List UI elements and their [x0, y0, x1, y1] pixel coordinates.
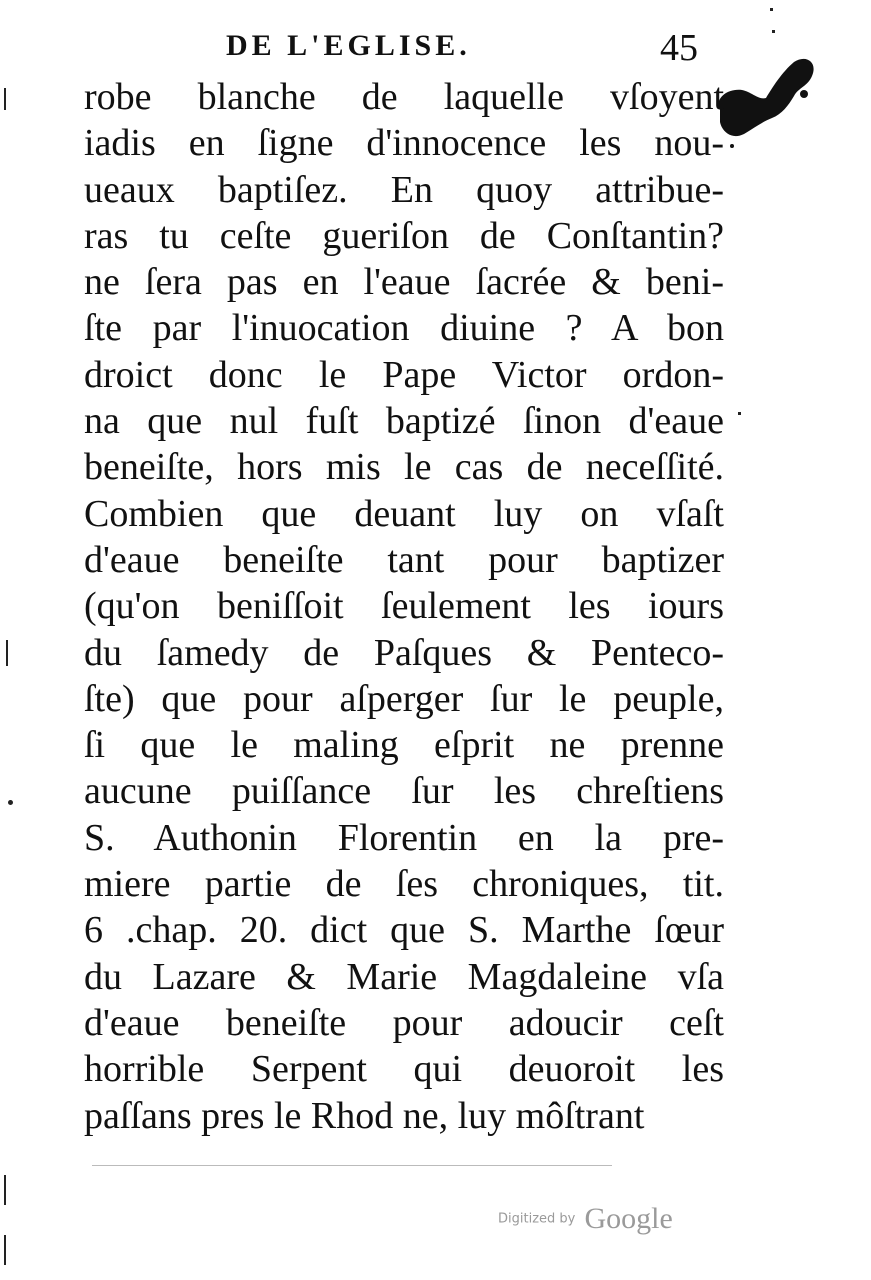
- edge-speck: [738, 412, 741, 415]
- text-line: du ſamedy de Paſques & Penteco-: [84, 631, 724, 674]
- edge-speck: [772, 30, 775, 33]
- text-line: ueaux baptiſez. En quoy attribue-: [84, 168, 724, 211]
- google-logo-text: Google: [584, 1202, 673, 1235]
- text-line: ras tu ceſte gueriſon de Conſtantin?: [84, 214, 724, 257]
- text-line: ne ſera pas en l'eaue ſacrée & beni-: [84, 261, 724, 304]
- gutter-mark: [4, 1175, 6, 1205]
- text-line: ſte) que pour aſperger ſur le peuple,: [84, 677, 724, 720]
- text-line: Combien que deuant luy on vſaſt: [84, 492, 724, 535]
- text-line: S. Authonin Florentin en la pre-: [84, 816, 724, 859]
- text-line: ſte par l'inuocation diuine ? A bon: [84, 307, 724, 350]
- text-line: beneiſte, hors mis le cas de neceſſité.: [84, 446, 724, 489]
- edge-speck: [92, 1165, 612, 1166]
- gutter-mark: [4, 88, 6, 110]
- edge-speck: [770, 8, 773, 11]
- gutter-mark: [4, 1235, 6, 1265]
- text-line: na que nul fuſt baptizé ſinon d'eaue: [84, 400, 724, 443]
- text-line: iadis en ſigne d'innocence les nou-: [84, 122, 724, 165]
- text-line: du Lazare & Marie Magdaleine vſa: [84, 955, 724, 998]
- body-text: [84, 74, 724, 1139]
- text-line: horrible Serpent qui deuoroit les: [84, 1048, 724, 1091]
- page-number: 45: [660, 27, 698, 69]
- text-line: robe blanche de laquelle vſoyent: [84, 76, 724, 118]
- text-line: (qu'on beniſſoit ſeulement les iours: [84, 585, 724, 628]
- text-line: 6 .chap. 20. dict que S. Marthe ſœur: [84, 909, 724, 952]
- text-line: d'eaue beneiſte pour adoucir ceſt: [84, 1001, 724, 1044]
- watermark-prefix: Digitized by: [498, 1211, 576, 1227]
- digitized-by-google-watermark: [498, 1202, 673, 1236]
- ink-blot-stain: [712, 48, 822, 158]
- text-line: miere partie de ſes chroniques, tit.: [84, 863, 724, 906]
- running-title: DE L'EGLISE.: [226, 29, 471, 62]
- text-line: droict donc le Pape Victor ordon-: [84, 353, 724, 396]
- gutter-mark: [8, 800, 13, 805]
- gutter-mark: [6, 640, 8, 666]
- text-line: aucune puiſſance ſur les chreſtiens: [84, 770, 724, 813]
- text-line: paſſans pres le Rhod ne, luy môſtrant: [84, 1094, 645, 1137]
- text-line: d'eaue beneiſte tant pour baptizer: [84, 538, 724, 581]
- text-line: ſi que le maling eſprit ne prenne: [84, 724, 724, 767]
